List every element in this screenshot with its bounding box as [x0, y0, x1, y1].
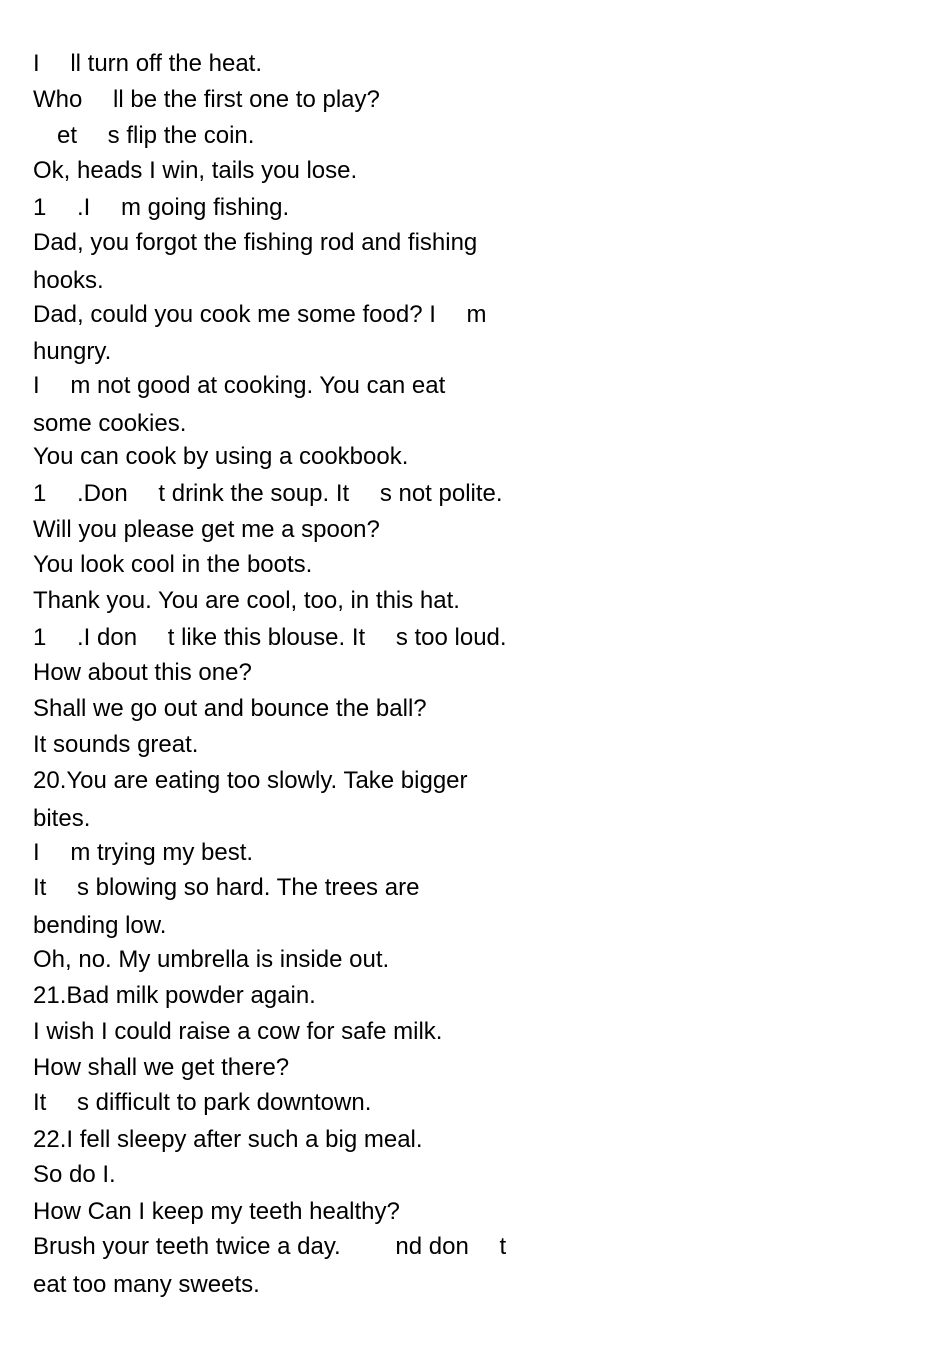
text-line: 21.Bad milk powder again.: [33, 982, 316, 1009]
text-line: Dad, you forgot the fishing rod and fishing: [33, 229, 478, 256]
text-line: Oh, no. My umbrella is inside out.: [33, 946, 390, 973]
text-line: It s blowing so hard. The trees are: [33, 874, 420, 901]
text-line: Shall we go out and bounce the ball?: [33, 695, 427, 722]
text-line: You look cool in the boots.: [33, 551, 313, 578]
text-line: bites.: [33, 805, 91, 832]
text-line: 1 .I m going fishing.: [33, 194, 290, 221]
text-line: Who ll be the first one to play?: [33, 86, 380, 113]
text-line: You can cook by using a cookbook.: [33, 443, 409, 470]
text-line: So do I.: [33, 1161, 116, 1188]
text-line: 1 .I don t like this blouse. It s too loud.: [33, 624, 507, 651]
text-line: How about this one?: [33, 659, 252, 686]
text-line: How Can I keep my teeth healthy?: [33, 1198, 400, 1225]
text-line: 20.You are eating too slowly. Take bigger: [33, 767, 468, 794]
text-line: some cookies.: [33, 410, 187, 437]
text-line: 22.I fell sleepy after such a big meal.: [33, 1126, 423, 1153]
text-line: I ll turn off the heat.: [33, 50, 263, 77]
text-line: It sounds great.: [33, 731, 199, 758]
text-line: I m not good at cooking. You can eat: [33, 372, 446, 399]
text-line: Brush your teeth twice a day. nd don t: [33, 1233, 507, 1260]
text-line: Dad, could you cook me some food? I m: [33, 301, 487, 328]
text-line: hooks.: [33, 267, 104, 294]
text-line: It s difficult to park downtown.: [33, 1089, 372, 1116]
text-line: Will you please get me a spoon?: [33, 516, 380, 543]
text-line: I wish I could raise a cow for safe milk.: [33, 1018, 443, 1045]
text-line: Thank you. You are cool, too, in this hat.: [33, 587, 460, 614]
text-line: bending low.: [33, 912, 167, 939]
document-body: [33, 46, 553, 1298]
text-line: Ok, heads I win, tails you lose.: [33, 157, 358, 184]
text-line: How shall we get there?: [33, 1054, 290, 1081]
text-line: I m trying my best.: [33, 839, 254, 866]
text-line: eat too many sweets.: [33, 1271, 260, 1298]
text-line: 1 .Don t drink the soup. It s not polite.: [33, 480, 503, 507]
text-line: hungry.: [33, 338, 112, 365]
text-line: et s flip the coin.: [33, 122, 255, 149]
